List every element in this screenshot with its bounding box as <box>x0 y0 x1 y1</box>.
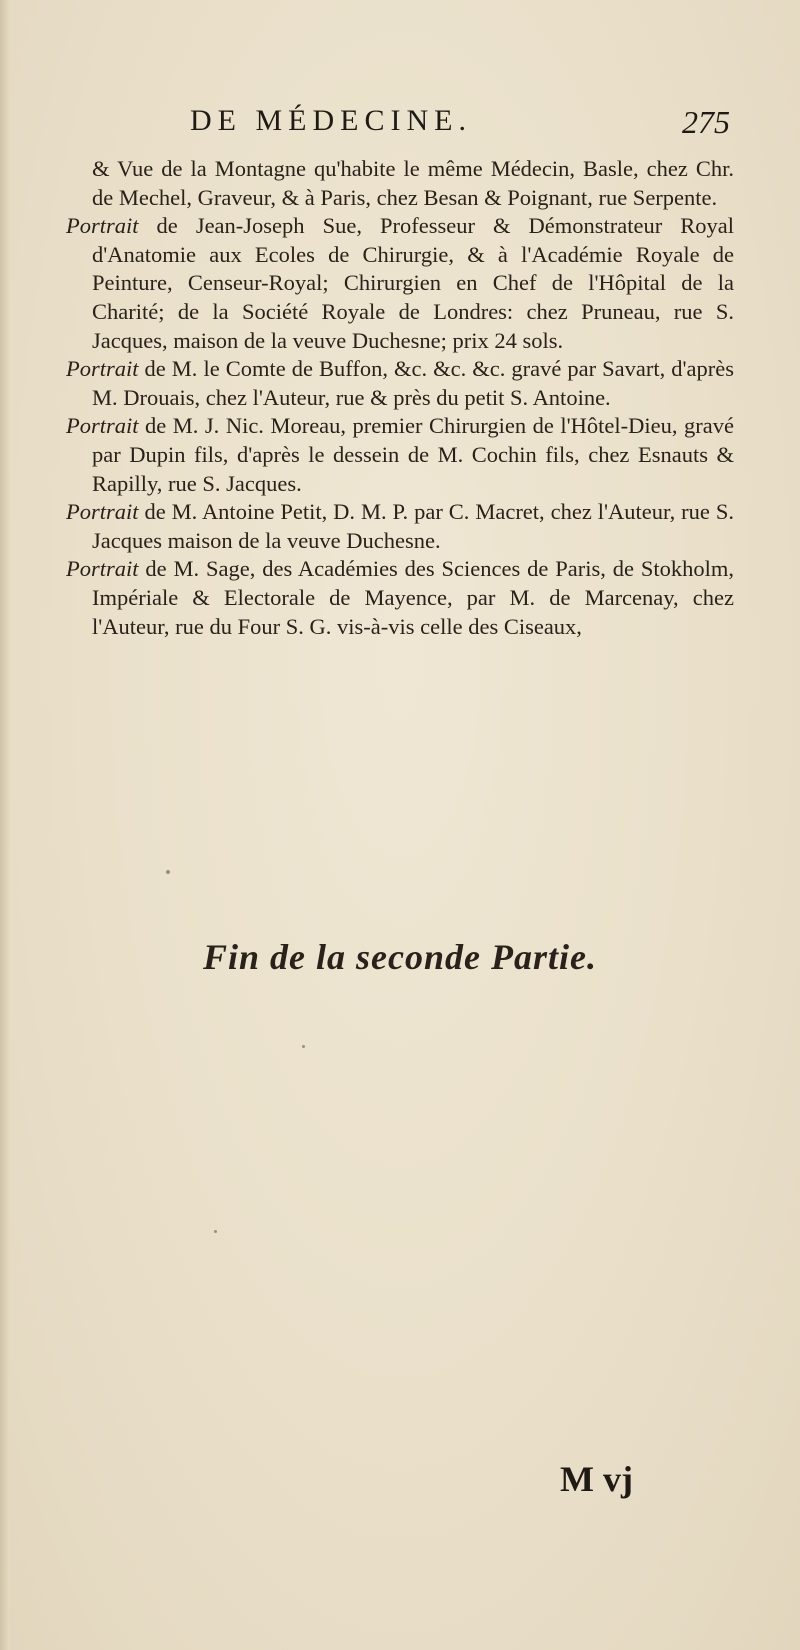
ink-speck <box>166 870 170 874</box>
list-item <box>66 155 734 212</box>
page-number: 275 <box>682 104 730 140</box>
entry-lead: Portrait <box>66 413 139 439</box>
entry-text: de Jean-Joseph Sue, Professeur & Démonstrateur Royal d'Anatomie aux Ecoles de Chirurgie, & à l'Académie Royale de Peinture, Censeur-Royal; Chirurgien en Chef de l'Hôpital de la Charité; de la Société Royale de Londres: chez Pruneau, rue S. Jacques, maison de la veuve Duchesne; prix 24 sols. <box>92 213 734 353</box>
list-item <box>66 412 734 498</box>
running-head: DE MÉDECINE. <box>190 104 472 137</box>
page-gutter <box>0 0 10 1650</box>
entry-lead: Portrait <box>66 356 139 382</box>
entry-text: de M. J. Nic. Moreau, premier Chirurgien de l'Hôtel-Dieu, gravé par Dupin fils, d'après le dessein de M. Cochin fils, chez Esnauts & Rapilly, rue S. Jacques. <box>92 413 734 496</box>
ink-speck <box>214 1230 217 1233</box>
entry-lead: Portrait <box>66 213 139 239</box>
list-item <box>66 498 734 555</box>
entry-text: de M. Antoine Petit, D. M. P. par C. Macret, chez l'Auteur, rue S. Jacques maison de la veuve Duchesne. <box>92 499 734 553</box>
entry-text: de M. Sage, des Académies des Sciences de Paris, de Stokholm, Impériale & Electorale de Mayence, par M. de Marcenay, chez l'Auteur, rue du Four S. G. vis-à-vis celle des Ciseaux, <box>92 556 734 639</box>
section-closing: Fin de la seconde Partie. <box>203 937 597 977</box>
list-item <box>66 355 734 412</box>
entry-list <box>66 155 734 641</box>
entry-lead: Portrait <box>66 499 139 525</box>
entry-text: & Vue de la Montagne qu'habite le même Médecin, Basle, chez Chr. de Mechel, Graveur, & à Paris, chez Besan & Poignant, rue Serpente. <box>92 156 734 210</box>
signature-mark: M vj <box>560 1459 633 1499</box>
list-item <box>66 212 734 355</box>
list-item <box>66 555 734 641</box>
ink-speck <box>302 1045 305 1048</box>
entry-lead: Portrait <box>66 556 139 582</box>
page-header <box>190 104 730 148</box>
entry-text: de M. le Comte de Buffon, &c. &c. &c. gravé par Savart, d'après M. Drouais, chez l'Auteur, rue & près du petit S. Antoine. <box>92 356 734 410</box>
